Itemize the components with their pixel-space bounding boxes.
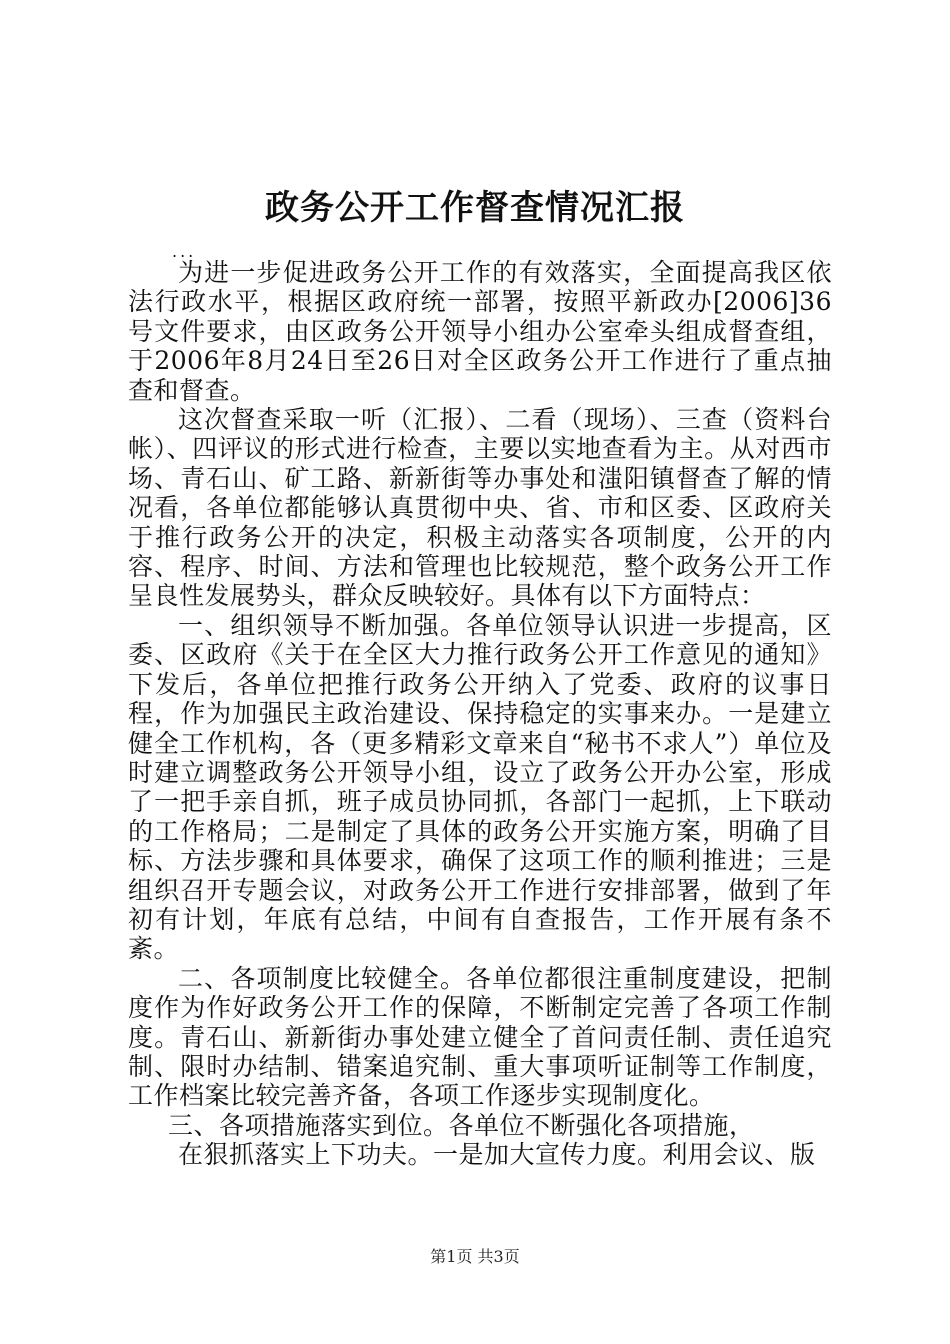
paragraph: 在狠抓落实上下功夫。一是加大宣传力度。利用会议、版 [178,1140,816,1170]
paragraph: 三、各项措施落实到位。各单位不断强化各项措施， [168,1110,755,1140]
document-body [128,258,832,1170]
paragraph: 一、组织领导不断加强。各单位领导认识进一步提高，区委、区政府《关于在全区大力推行政务公开工作意见的通知》下发后，各单位把推行政务公开纳入了党委、政府的议事日程，作为加强民主政治建设、保持稳定的实事来办。一是建立健全工作机构，各（更多精彩文章来自“秘书不求人”）单位及时建立调整政务公开领导小组，设立了政务公开办公室，形成了一把手亲自抓，班子成员协同抓，各部门一起抓，上下联动的工作格局；二是制定了具体的政务公开实施方案，明确了目标、方法步骤和具体要求，确保了这项工作的顺利推进；三是组织召开专题会议，对政务公开工作进行安排部署，做到了年初有计划，年底有总结，中间有自查报告，工作开展有条不紊。 [128,610,832,964]
page-number-footer: 第1页 共3页 [430,1247,520,1266]
paragraph: 这次督查采取一听（汇报）、二看（现场）、三查（资料台帐）、四评议的形式进行检查，主要以实地查看为主。从对西市场、青石山、矿工路、新新街等办事处和滍阳镇督查了解的情况看，各单位都能够认真贯彻中央、省、市和区委、区政府关于推行政务公开的决定，积极主动落实各项制度，公开的内容、程序、时间、方法和管理也比较规范，整个政务公开工作呈良性发展势头，群众反映较好。具体有以下方面特点： [128,405,832,611]
paragraph: 为进一步促进政务公开工作的有效落实，全面提高我区依法行政水平，根据区政府统一部署，按照平新政办[2006]36号文件要求，由区政务公开领导小组办公室牵头组成督查组，于2006年8月24日至26日对全区政务公开工作进行了重点抽查和督查。 [128,258,832,405]
document-title: 政务公开工作督查情况汇报 [265,188,685,228]
paragraph: 二、各项制度比较健全。各单位都很注重制度建设，把制度作为作好政务公开工作的保障，不断制定完善了各项工作制度。青石山、新新街办事处建立健全了首问责任制、责任追究制、限时办结制、错案追究制、重大事项听证制等工作制度，工作档案比较完善齐备，各项工作逐步实现制度化。 [128,963,832,1111]
ellipsis-marker: ... [172,242,197,261]
